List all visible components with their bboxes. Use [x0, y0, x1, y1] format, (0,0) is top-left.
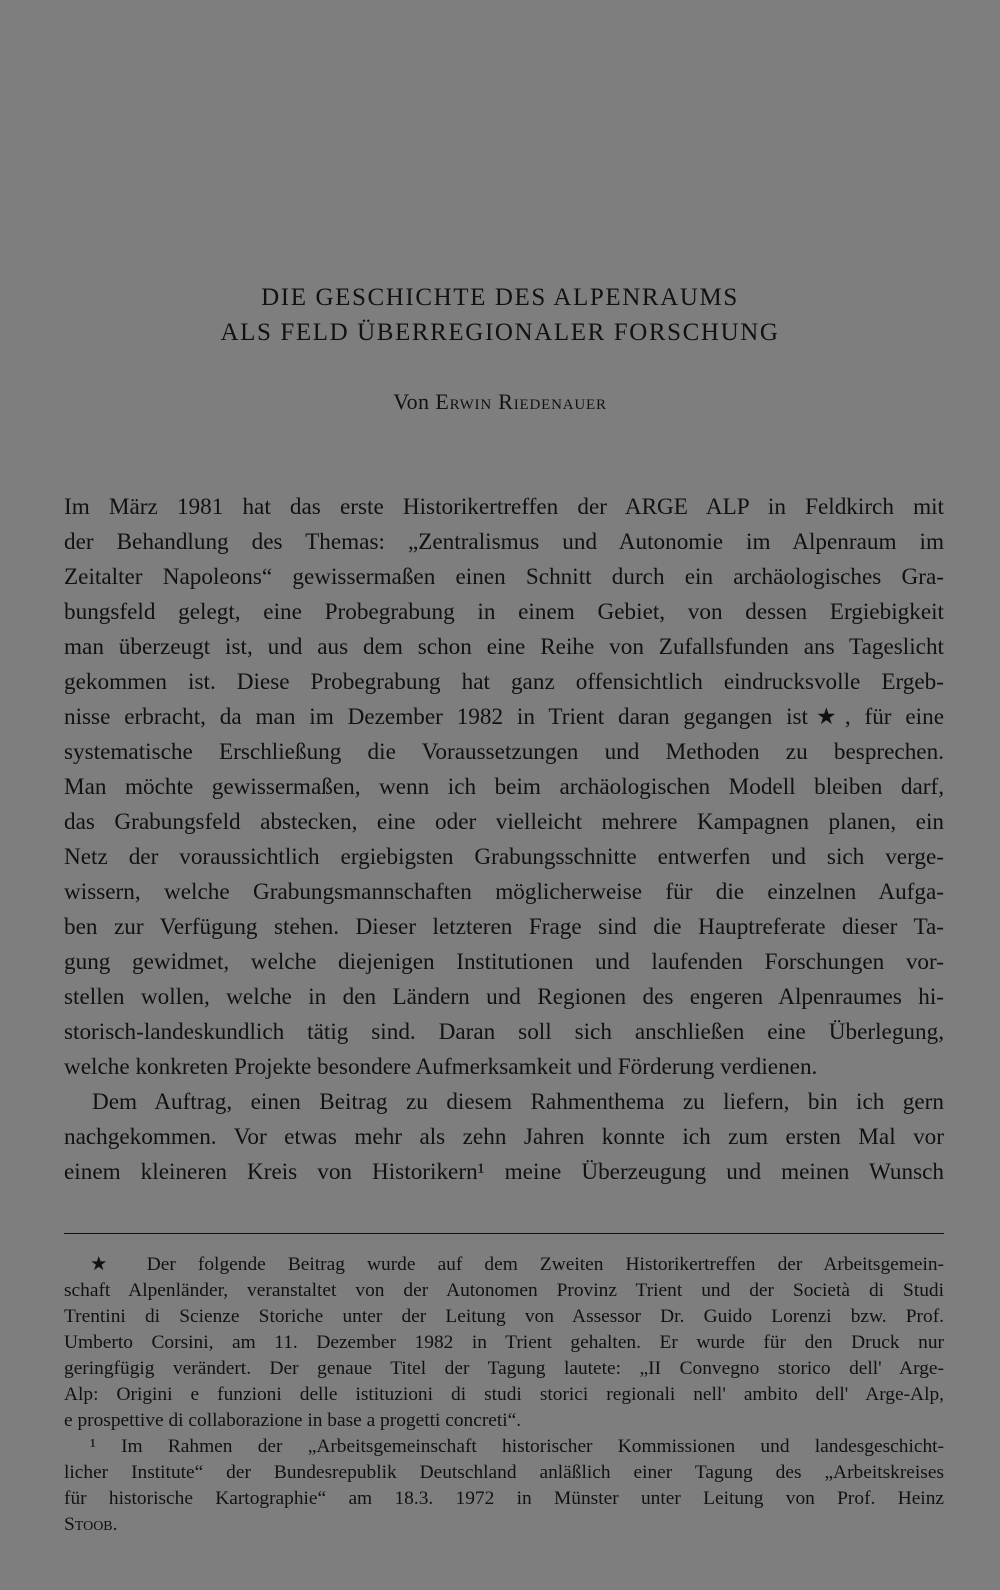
body-text-line: wissern, welche Grabungsmannschaften möglicherweise für die einzelnen Aufga-	[64, 879, 944, 905]
body-text-line: welche konkreten Projekte besondere Aufmerksamkeit und Förderung verdienen.	[64, 1054, 818, 1080]
body-text-line: storisch-landeskundlich tätig sind. Daran soll sich anschließen eine Überlegung,	[64, 1019, 944, 1045]
body-text-line: Dem Auftrag, einen Beitrag zu diesem Rahmenthema zu liefern, bin ich gern	[92, 1089, 944, 1115]
body-text-line: stellen wollen, welche in den Ländern und Regionen des engeren Alpenraumes hi-	[64, 984, 944, 1010]
body-text-line: Man möchte gewissermaßen, wenn ich beim archäologischen Modell bleiben darf,	[64, 774, 944, 800]
body-text-line: Zeitalter Napoleons“ gewissermaßen einen Schnitt durch ein archäologisches Gra-	[64, 564, 944, 590]
body-text-line: der Behandlung des Themas: „Zentralismus und Autonomie im Alpenraum im	[64, 529, 944, 555]
article-title-line-1: DIE GESCHICHTE DES ALPENRAUMS	[261, 284, 739, 311]
body-text-line: man überzeugt ist, und aus dem schon eine Reihe von Zufallsfunden ans Tageslicht	[64, 634, 944, 660]
article-title-line-2: ALS FELD ÜBERREGIONALER FORSCHUNG	[220, 319, 780, 346]
body-text-line: nachgekommen. Vor etwas mehr als zehn Jahren konnte ich zum ersten Mal vor	[64, 1124, 944, 1150]
footnote-line: licher Institute“ der Bundesrepublik Deutschland anläßlich einer Tagung des „Arbeitskreises	[64, 1462, 944, 1483]
footnote-line: geringfügig verändert. Der genaue Titel der Tagung lautete: „II Convegno storico dell' Arge-	[64, 1358, 944, 1379]
body-text-line: Im März 1981 hat das erste Historikertreffen der ARGE ALP in Feldkirch mit	[64, 494, 944, 520]
body-text-line: bungsfeld gelegt, eine Probegrabung in einem Gebiet, von dessen Ergiebigkeit	[64, 599, 944, 625]
body-text-line: Netz der voraussichtlich ergiebigsten Grabungsschnitte entwerfen und sich verge-	[64, 844, 944, 870]
footnote-line: Stoob.	[64, 1514, 118, 1535]
body-text-line: nisse erbracht, da man im Dezember 1982 in Trient daran gegangen ist★, für eine	[64, 704, 944, 730]
author-byline	[0, 389, 1000, 415]
footnote-line: Alp: Origini e funzioni delle istituzioni di studi storici regionali nell' ambito dell' Arge-Alp,	[64, 1384, 944, 1405]
footnote-line: Trentini di Scienze Storiche unter der Leitung von Assessor Dr. Guido Lorenzi bzw. Prof.	[64, 1306, 944, 1327]
body-text-line: ben zur Verfügung stehen. Dieser letzteren Frage sind die Hauptreferate dieser Ta-	[64, 914, 944, 940]
footnote-line: ¹ Im Rahmen der „Arbeitsgemeinschaft historischer Kommissionen und landesgeschicht-	[90, 1436, 944, 1457]
footnote-line: Umberto Corsini, am 11. Dezember 1982 in Trient gehalten. Er wurde für den Druck nur	[64, 1332, 944, 1353]
body-text-line: systematische Erschließung die Voraussetzungen und Methoden zu besprechen.	[64, 739, 944, 765]
body-text-line: gung gewidmet, welche diejenigen Institutionen und laufenden Forschungen vor-	[64, 949, 944, 975]
body-text-line: gekommen ist. Diese Probegrabung hat ganz offensichtlich eindrucksvolle Ergeb-	[64, 669, 944, 695]
footnote-line: e prospettive di collaborazione in base a progetti concreti“.	[64, 1410, 522, 1431]
author-name: Erwin Riedenauer	[435, 389, 607, 414]
body-text-line: einem kleineren Kreis von Historikern¹ meine Überzeugung und meinen Wunsch	[64, 1159, 944, 1185]
author-prefix: Von	[393, 389, 430, 414]
footnote-line: ★ Der folgende Beitrag wurde auf dem Zweiten Historikertreffen der Arbeitsgemein-	[90, 1254, 944, 1275]
footnote-separator	[64, 1233, 944, 1234]
footnote-line: für historische Kartographie“ am 18.3. 1972 in Münster unter Leitung von Prof. Heinz	[64, 1488, 944, 1509]
body-text-line: das Grabungsfeld abstecken, eine oder vielleicht mehrere Kampagnen planen, ein	[64, 809, 944, 835]
footnote-line: schaft Alpenländer, veranstaltet von der Autonomen Provinz Trient und der Società di Studi	[64, 1280, 944, 1301]
